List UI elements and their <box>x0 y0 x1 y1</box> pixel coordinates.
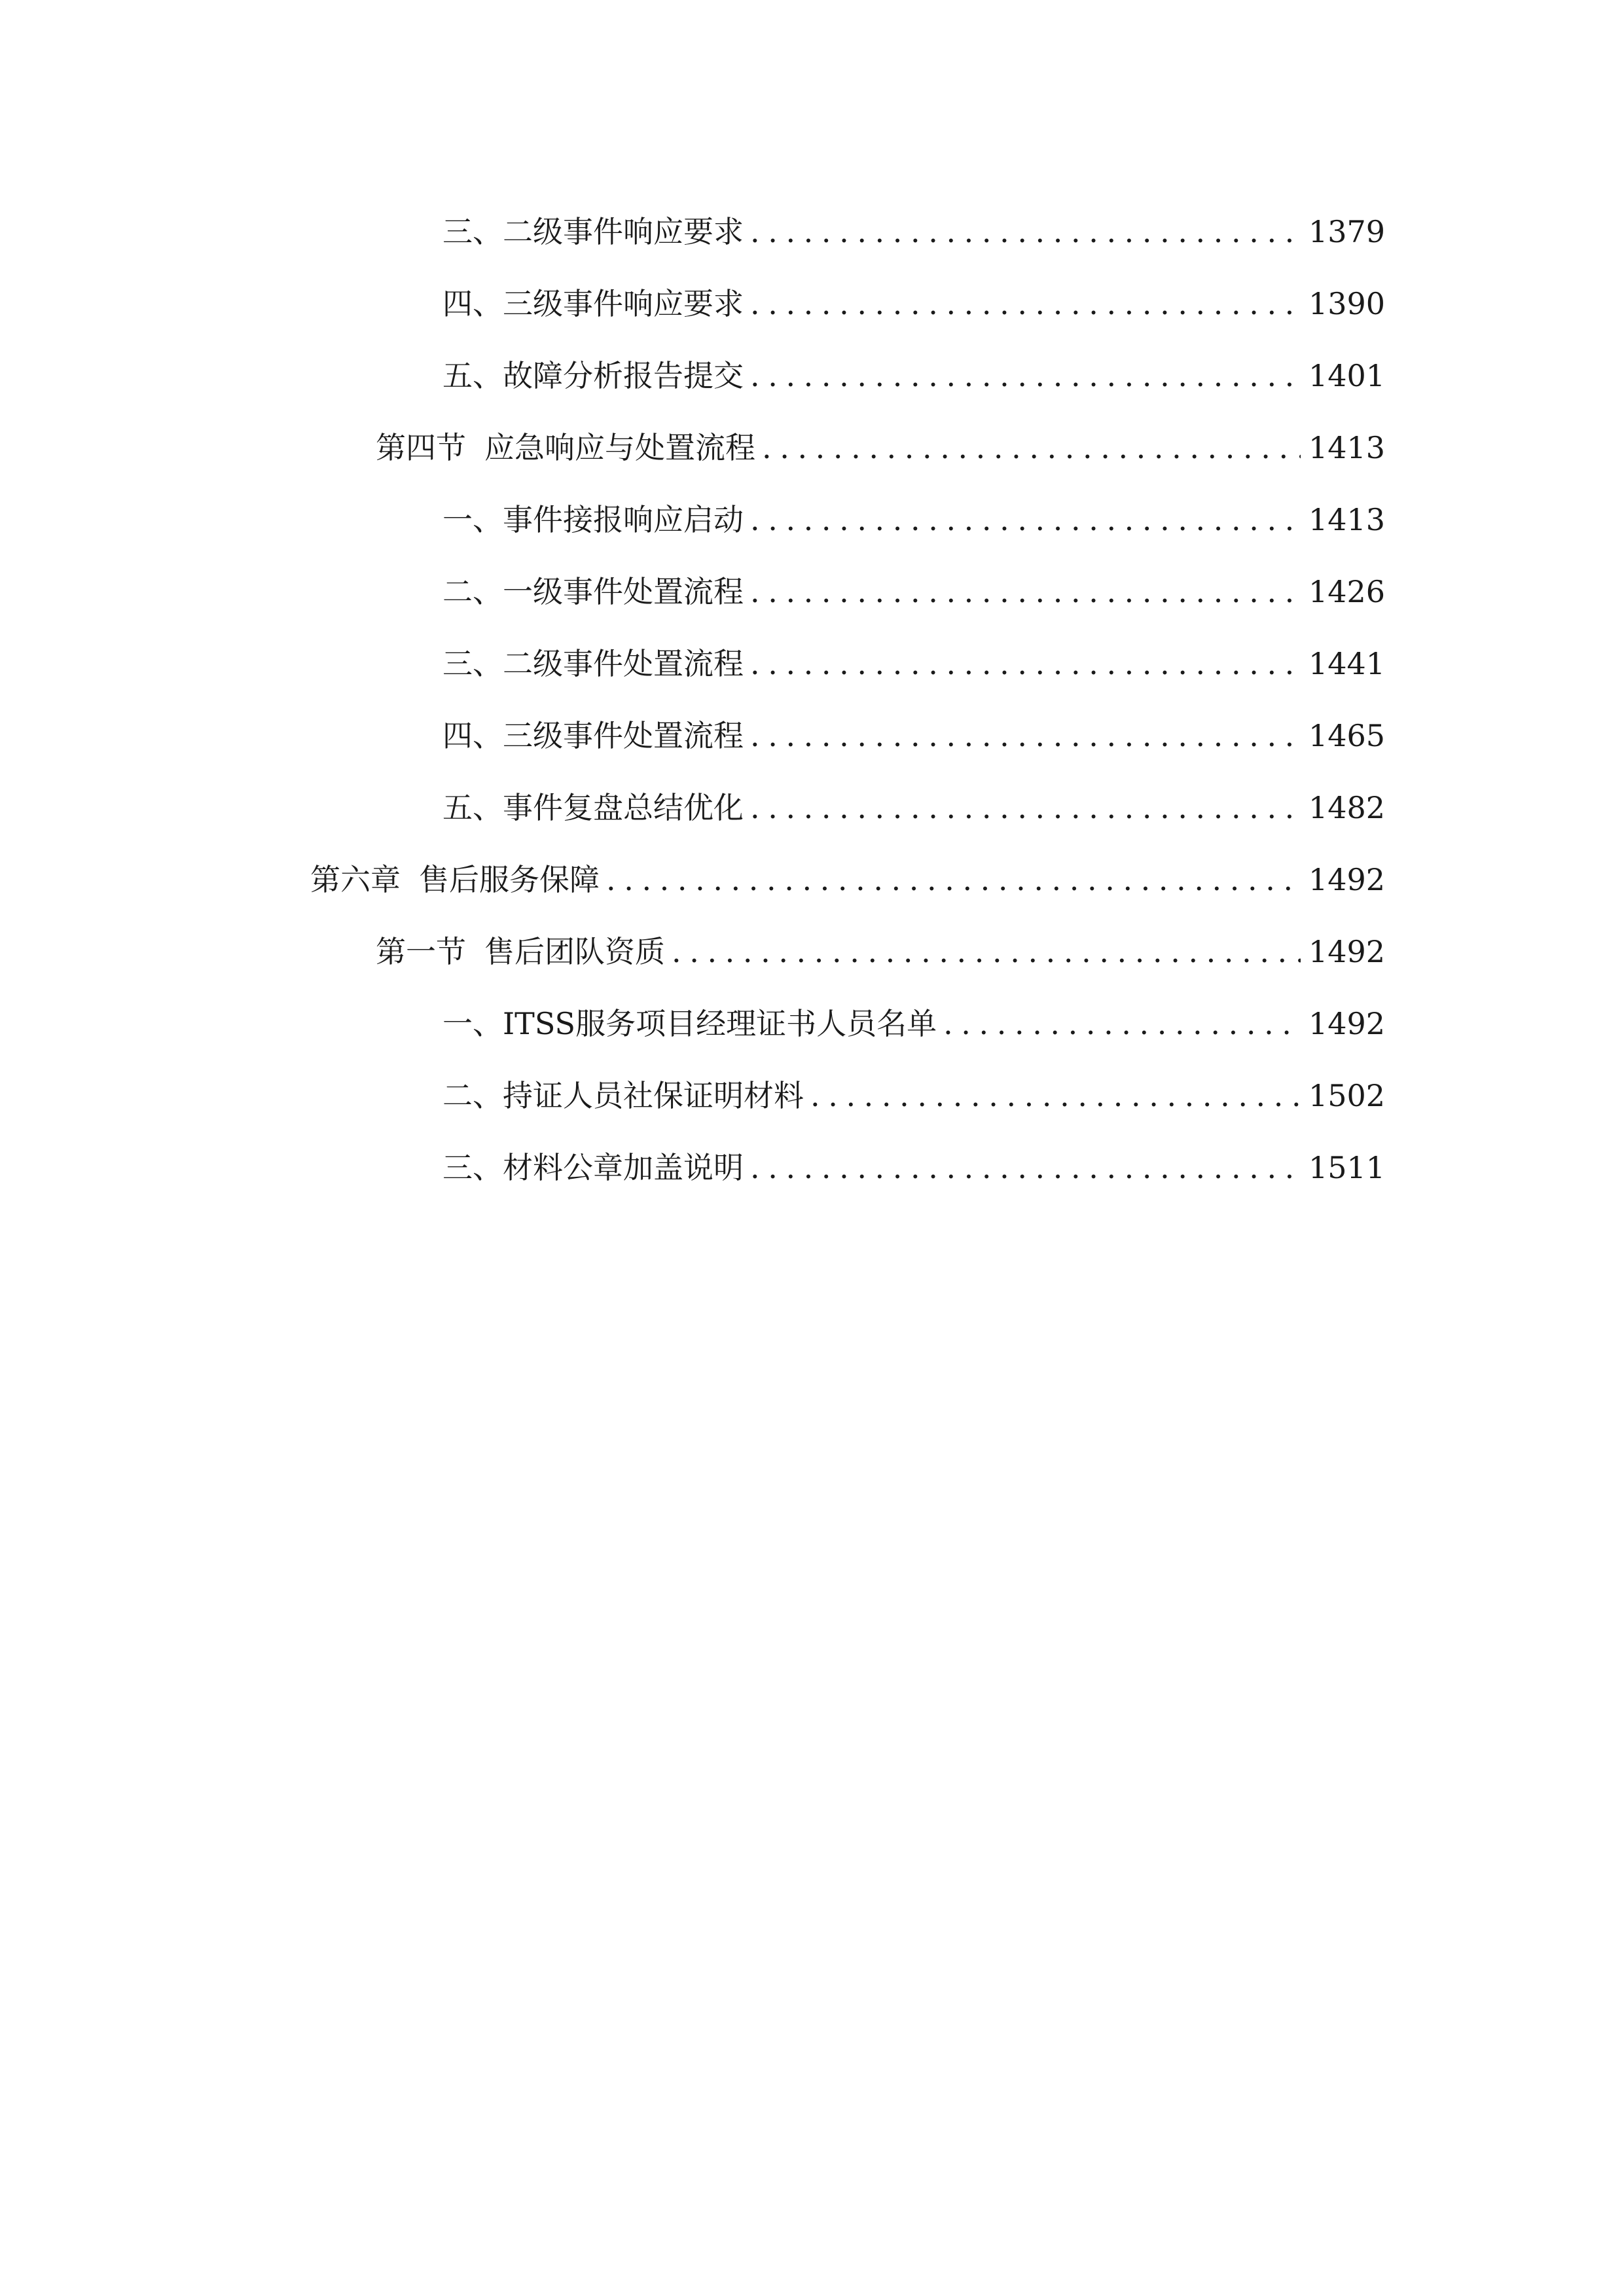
toc-entry[interactable] <box>442 784 1386 830</box>
toc-entry-page-number: 1401 <box>1308 358 1386 393</box>
toc-entry-number: 第四节 <box>376 430 466 465</box>
toc-entry-page-number: 1465 <box>1308 718 1386 753</box>
toc-entry-title: 故障分析报告提交 <box>503 358 744 393</box>
toc-entry-page-number: 1492 <box>1308 862 1386 897</box>
toc-entry-number: 二、 <box>442 574 503 609</box>
toc-entry-title: 一级事件处置流程 <box>503 574 744 609</box>
toc-entry-number: 一、 <box>442 502 503 537</box>
toc-entry[interactable] <box>442 1000 1386 1046</box>
dot-leader <box>750 574 1301 609</box>
toc-entry-title: 材料公章加盖说明 <box>503 1150 744 1185</box>
toc-entry-title: ITSS服务项目经理证书人员名单 <box>503 1006 937 1041</box>
dot-leader <box>672 934 1301 969</box>
toc-entry[interactable] <box>442 568 1386 614</box>
dot-leader <box>810 1078 1301 1113</box>
toc-entry-page-number: 1511 <box>1308 1150 1386 1185</box>
dot-leader <box>750 286 1301 321</box>
toc-entry-title: 事件接报响应启动 <box>503 502 744 537</box>
toc-entry[interactable] <box>376 424 1386 470</box>
dot-leader <box>750 214 1301 249</box>
dot-leader <box>750 358 1301 393</box>
toc-entry-page-number: 1482 <box>1308 790 1386 825</box>
toc-entry-page-number: 1413 <box>1308 430 1386 465</box>
toc-entry-number: 五、 <box>442 790 503 825</box>
toc-entry-number: 三、 <box>442 646 503 681</box>
toc-entry[interactable] <box>442 208 1386 254</box>
toc-entry-title: 售后服务保障 <box>419 862 600 897</box>
toc-entry-title: 三级事件处置流程 <box>503 718 744 753</box>
toc-entry-number: 第六章 <box>310 862 401 897</box>
toc-entry-title: 三级事件响应要求 <box>503 286 744 321</box>
toc-entry-number: 第一节 <box>376 934 466 969</box>
toc-entry-page-number: 1492 <box>1308 934 1386 969</box>
toc-entry-number: 三、 <box>442 214 503 249</box>
toc-entry[interactable] <box>442 496 1386 542</box>
toc-entry-title: 事件复盘总结优化 <box>503 790 744 825</box>
toc-entry-number: 四、 <box>442 718 503 753</box>
toc-entry-title: 持证人员社保证明材料 <box>503 1078 804 1113</box>
toc-entry-number: 三、 <box>442 1150 503 1185</box>
toc-entry-page-number: 1379 <box>1308 214 1386 249</box>
dot-leader <box>606 862 1301 897</box>
toc-entry-page-number: 1492 <box>1308 1006 1386 1041</box>
dot-leader <box>750 502 1301 537</box>
toc-entry-page-number: 1426 <box>1308 574 1386 609</box>
toc-entry[interactable] <box>310 856 1386 902</box>
dot-leader <box>943 1006 1301 1041</box>
toc-entry-number: 二、 <box>442 1078 503 1113</box>
toc-entry-number: 四、 <box>442 286 503 321</box>
dot-leader <box>750 646 1301 681</box>
toc-entry-title: 售后团队资质 <box>484 934 665 969</box>
toc-entry-page-number: 1390 <box>1308 286 1386 321</box>
toc-entry-number: 五、 <box>442 358 503 393</box>
toc-entry[interactable] <box>442 640 1386 686</box>
toc-entry[interactable] <box>442 352 1386 398</box>
dot-leader <box>750 790 1301 825</box>
toc-entry-page-number: 1441 <box>1308 646 1386 681</box>
toc-entry-title: 二级事件响应要求 <box>503 214 744 249</box>
toc-entry[interactable] <box>442 712 1386 758</box>
dot-leader <box>750 718 1301 753</box>
toc-entry-title: 二级事件处置流程 <box>503 646 744 681</box>
toc-entry[interactable] <box>376 928 1386 974</box>
toc-entry[interactable] <box>442 280 1386 326</box>
dot-leader <box>762 430 1301 465</box>
toc-entry-page-number: 1502 <box>1308 1078 1386 1113</box>
toc-entry[interactable] <box>442 1144 1386 1190</box>
toc-entry-page-number: 1413 <box>1308 502 1386 537</box>
toc-entry-title: 应急响应与处置流程 <box>484 430 755 465</box>
toc-entry-number: 一、 <box>442 1006 503 1041</box>
toc-entry[interactable] <box>442 1072 1386 1118</box>
dot-leader <box>750 1150 1301 1185</box>
